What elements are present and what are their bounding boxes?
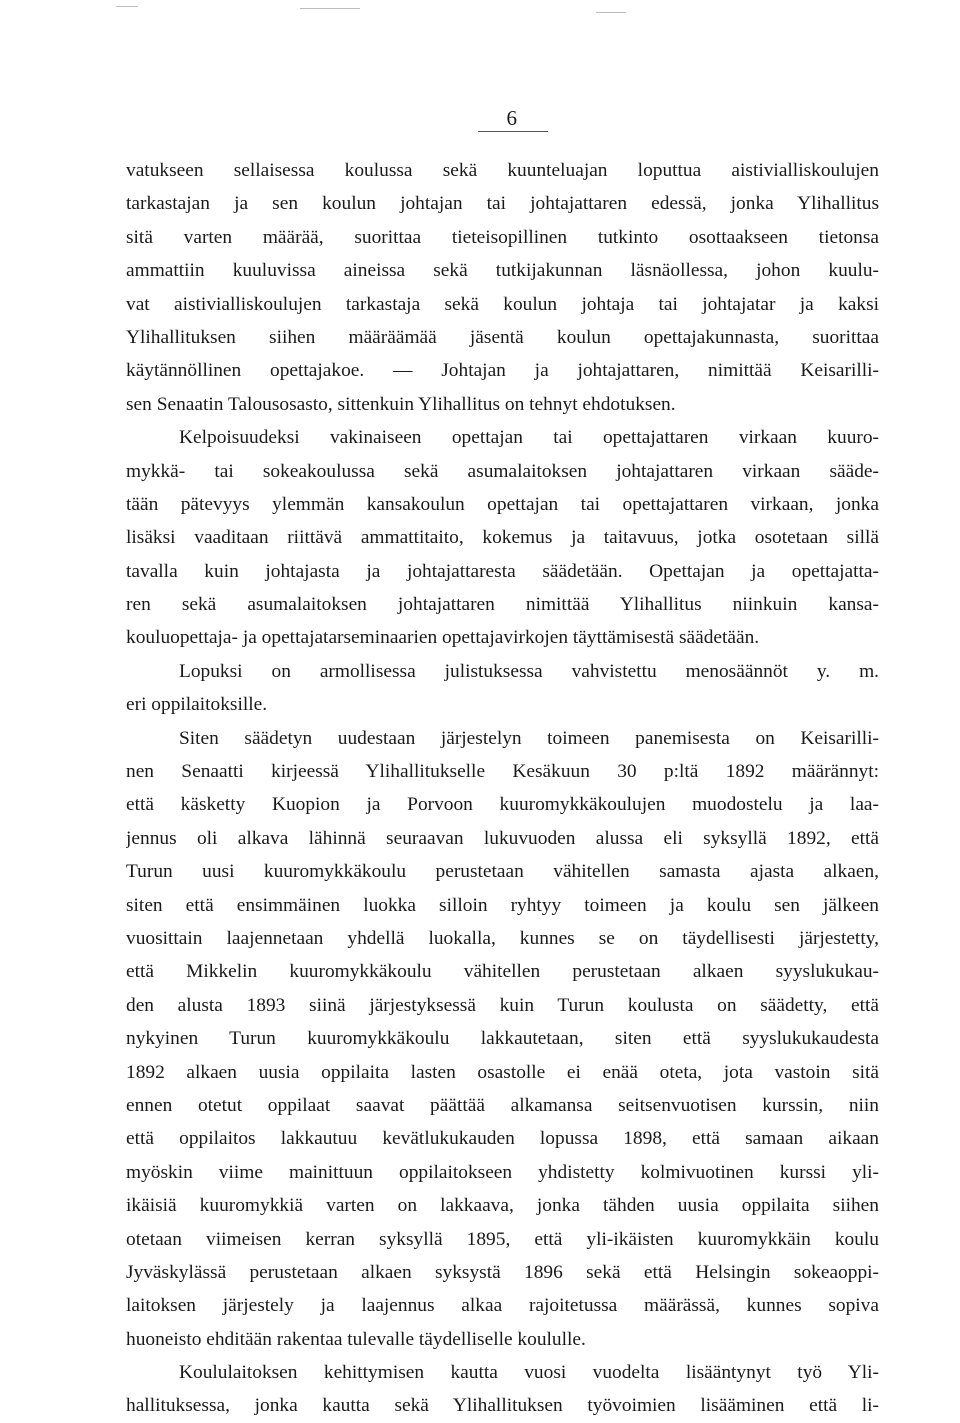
text-line: mykkä- tai sokeakoulussa sekä asumalaitoksen johtajattaren virkaan sääde-: [126, 460, 879, 482]
text-line: käytännöllinen opettajakoe. — Johtajan ja johtajattaren, nimittää Keisarilli-: [126, 360, 879, 382]
page-number: 6: [506, 106, 518, 130]
text-line: että käsketty Kuopion ja Porvoon kuuromykkäkoulujen muodostelu ja laa-: [126, 794, 879, 816]
text-line: vuosittain laajennetaan yhdellä luokalla, kunnes se on täydellisesti järjestetty,: [126, 927, 879, 949]
text-line: ikäisiä kuuromykkiä varten on lakkaava, jonka tähden uusia oppilaita siihen: [126, 1195, 879, 1217]
page-number-underline: [478, 131, 548, 132]
text-line: Turun uusi kuuromykkäkoulu perustetaan vähitellen samasta ajasta alkaen,: [126, 861, 879, 883]
text-line: ren sekä asumalaitoksen johtajattaren nimittää Ylihallitus niinkuin kansa-: [126, 594, 879, 616]
text-line: että Mikkelin kuuromykkäkoulu vähitellen perustetaan alkaen syyslukukau-: [126, 961, 879, 983]
text-line: den alusta 1893 siinä järjestyksessä kuin Turun koulusta on säädetty, että: [126, 994, 879, 1016]
scan-artifact-top-left: [116, 6, 138, 7]
text-line: vatukseen sellaisessa koulussa sekä kuunteluajan loputtua aistivialliskoulujen: [126, 160, 879, 181]
scan-artifact-top-right: [596, 12, 626, 13]
text-line: jennus oli alkava lähinnä seuraavan lukuvuoden alussa eli syksyllä 1892, että: [126, 827, 879, 849]
text-line: siten että ensimmäinen luokka silloin ryhtyy toimeen ja koulu sen jälkeen: [126, 894, 879, 916]
text-line: vat aistivialliskoulujen tarkastaja sekä koulun johtaja tai johtajatar ja kaksi: [126, 293, 879, 315]
scan-artifact-top-center: [300, 8, 360, 9]
text-line: sen Senaatin Talousosasto, sittenkuin Ylihallitus on tehnyt ehdotuksen.: [126, 393, 676, 415]
text-line: eri oppilaitoksille.: [126, 694, 268, 716]
text-line: lisäksi vaaditaan riittävä ammattitaito, kokemus ja taitavuus, jotka osotetaan sillä: [126, 527, 879, 549]
text-line: tavalla kuin johtajasta ja johtajattaresta säädetään. Opettajan ja opettajatta-: [126, 560, 879, 582]
text-line: ennen otetut oppilaat saavat päättää alkamansa seitsenvuotisen kurssin, niin: [126, 1094, 879, 1116]
text-line: hallituksessa, jonka kautta sekä Ylihallituksen työvoimien lisääminen että li-: [126, 1395, 879, 1417]
text-line: tään pätevyys ylemmän kansakoulun opettajan tai opettajattaren virkaan, jonka: [126, 493, 879, 515]
text-line: kouluopettaja- ja opettajatarseminaarien opettajavirkojen täyttämisestä säädetään.: [126, 627, 760, 649]
text-line: 1892 alkaen uusia oppilaita lasten osastolle ei enää oteta, jota vastoin sitä: [126, 1061, 879, 1083]
text-line: tarkastajan ja sen koulun johtajan tai johtajattaren edessä, jonka Ylihallitus: [126, 193, 879, 215]
text-line: laitoksen järjestely ja laajennus alkaa rajoitetussa määrässä, kunnes sopiva: [126, 1295, 879, 1317]
text-line: sitä varten määrää, suorittaa tieteisopillinen tutkinto osottaakseen tietonsa: [126, 226, 879, 248]
paragraph-start-line: Siten säädetyn uudestaan järjestelyn toimeen panemisesta on Keisarilli-: [179, 727, 879, 749]
text-line: otetaan viimeisen kerran syksyllä 1895, että yli-ikäisten kuuromykkäin koulu: [126, 1228, 879, 1250]
body-text: [126, 154, 879, 1423]
paragraph-start-line: Lopuksi on armollisessa julistuksessa vahvistettu menosäännöt y. m.: [179, 660, 879, 682]
text-line: nykyinen Turun kuuromykkäkoulu lakkautetaan, siten että syyslukukaudesta: [126, 1028, 879, 1050]
text-line: ammattiin kuuluvissa aineissa sekä tutkijakunnan läsnäollessa, johon kuulu-: [126, 260, 879, 282]
text-line: Jyväskylässä perustetaan alkaen syksystä 1896 sekä että Helsingin sokeaoppi-: [126, 1261, 879, 1283]
text-line: Ylihallituksen siihen määräämää jäsentä koulun opettajakunnasta, suorittaa: [126, 326, 879, 348]
text-line: nen Senaatti kirjeessä Ylihallitukselle Kesäkuun 30 p:ltä 1892 määrännyt:: [126, 761, 879, 783]
text-line: myöskin viime mainittuun oppilaitokseen yhdistetty kolmivuotinen kurssi yli-: [126, 1161, 879, 1183]
text-line: huoneisto ehditään rakentaa tulevalle täydelliselle koululle.: [126, 1328, 586, 1350]
paragraph-start-line: Koululaitoksen kehittymisen kautta vuosi vuodelta lisääntynyt työ Yli-: [179, 1362, 879, 1384]
text-line: että oppilaitos lakkautuu kevätlukukauden lopussa 1898, että samaan aikaan: [126, 1128, 879, 1150]
paragraph-start-line: Kelpoisuudeksi vakinaiseen opettajan tai opettajattaren virkaan kuuro-: [179, 427, 879, 449]
